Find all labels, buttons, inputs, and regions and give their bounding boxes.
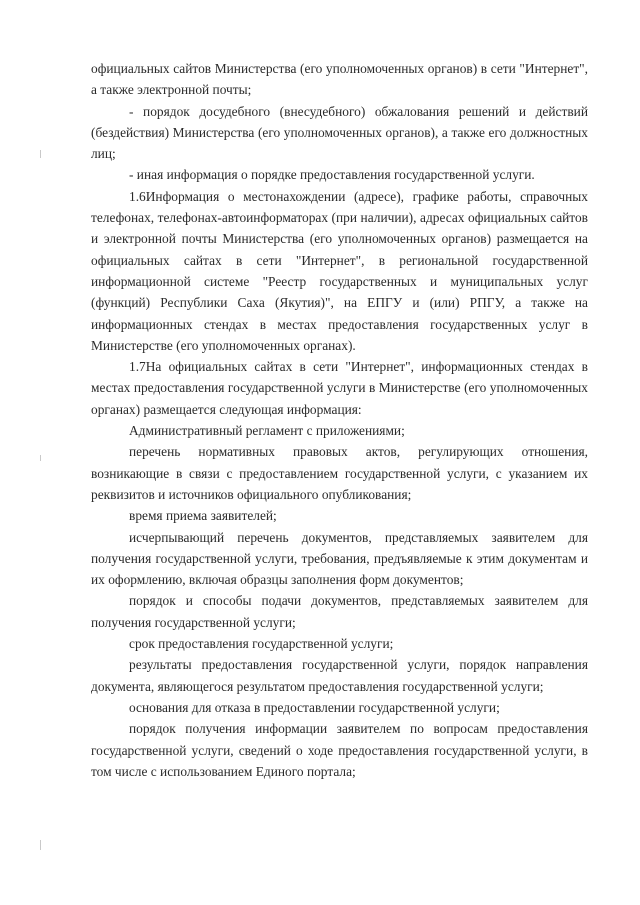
- paragraph: 1.7На официальных сайтах в сети "Интернет", информационных стендах в местах предоставления государственной услуги в Министерстве (его уполномоченных органах) размещается следующая информация:: [91, 359, 588, 417]
- document-body: [91, 58, 588, 782]
- paragraph: исчерпывающий перечень документов, представляемых заявителем для получения государственной услуги, требования, предъявляемые к этим документам и их оформлению, включая образцы заполнения форм документов;: [91, 529, 588, 588]
- paragraph: срок предоставления государственной услуги;: [129, 636, 394, 652]
- paragraph: результаты предоставления государственной услуги, порядок направления документа, являющегося результатом предоставления государственной услуги;: [91, 657, 588, 694]
- paragraph: основания для отказа в предоставлении государственной услуги;: [129, 699, 500, 715]
- paragraph: - порядок досудебного (внесудебного) обжалования решений и действий (бездействия) Министерства (его уполномоченных органов), а также его должностных лиц;: [91, 103, 588, 162]
- scan-edge-mark: [40, 455, 41, 461]
- paragraph: перечень нормативных правовых актов, регулирующих отношения, возникающие в связи с предоставлением государственной услуги, с указанием их реквизитов и источников официального опубликования;: [91, 444, 588, 502]
- paragraph: 1.6Информация о местонахождении (адресе), графике работы, справочных телефонах, телефонах-автоинформаторах (при наличии), адресах официальных сайтов и электронной почты Министерства (его уполномоченных органов) размещается на официальных сайтах в сети "Интернет", в региональной государственной информационной системе "Реестр государственных и муниципальных услуг (функций) Республики Саха (Якутия)", на ЕПГУ и (или) РПГУ, а также на информационных стендах в местах предоставления государственных услуг в Министерстве (его уполномоченных органах).: [91, 188, 588, 353]
- scan-edge-mark: [40, 150, 41, 158]
- scan-edge-mark: [40, 840, 41, 850]
- paragraph: порядок и способы подачи документов, представляемых заявителем для получения государственной услуги;: [91, 593, 588, 630]
- paragraph: Административный регламент с приложениями;: [129, 423, 405, 439]
- paragraph: время приема заявителей;: [129, 508, 277, 524]
- paragraph: порядок получения информации заявителем по вопросам предоставления государственной услуги, сведений о ходе предоставления государственной услуги, в том числе с использованием Единого портала;: [91, 721, 588, 779]
- paragraph: - иная информация о порядке предоставления государственной услуги.: [129, 167, 535, 183]
- paragraph: официальных сайтов Министерства (его уполномоченных органов) в сети "Интернет", а также электронной почты;: [91, 61, 588, 98]
